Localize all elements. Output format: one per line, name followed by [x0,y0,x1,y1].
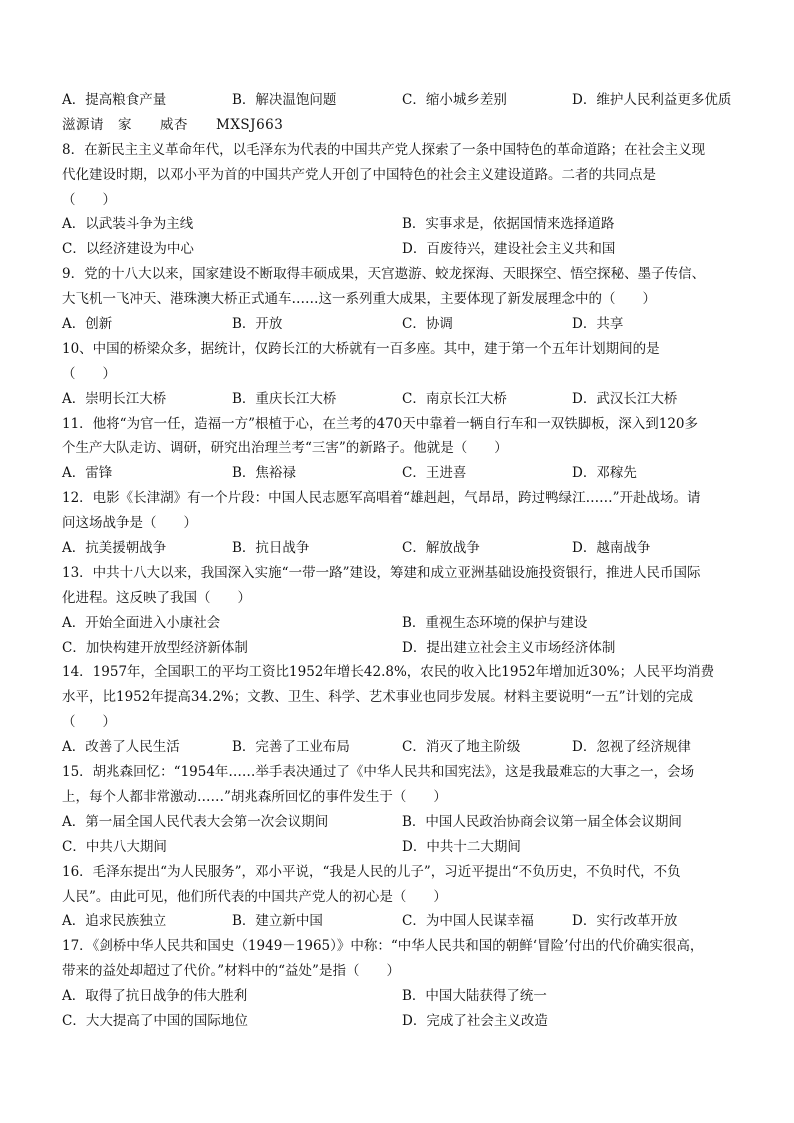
question-stem: 13．中共十八大以来，我国深入实施“一带一路”建设，筹建和成立亚洲基础设施投资银行，推进人民币国际 [62,564,701,581]
watermark-text: 滋源请 家 威杏 MXSJ663 [62,116,284,133]
question-stem: （ ） [62,365,116,382]
option-b: B．实事求是，依据国情来选择道路 [402,216,615,233]
option-c: C．大大提高了中国的国际地位 [62,1012,248,1029]
question-11 [62,412,742,487]
option-c: C．缩小城乡差别 [402,92,507,108]
option-a: A．抗美援朝战争 [62,540,167,557]
question-stem: 问这场战争是（ ） [62,515,197,532]
option-d: D．邓稼先 [572,465,637,482]
options-row [62,810,742,835]
option-c: C．中共八大期间 [62,838,167,855]
options-row [62,387,742,412]
q7-options [62,88,742,113]
option-d: D．维护人民利益更多优质 [572,92,732,108]
question-stem: （ ） [62,714,116,731]
question-stem: 8．在新民主主义革命年代，以毛泽东为代表的中国共产党人探索了一条中国特色的革命道路；在社会主义现 [62,141,706,158]
option-b: B．建立新中国 [232,913,323,930]
option-a: A．追求民族独立 [62,913,167,930]
option-b: B．完善了工业布局 [232,739,350,756]
option-d: D．百废待兴，建设社会主义共和国 [402,241,616,258]
option-d: D．实行改革开放 [572,913,678,930]
option-b: B．解决温饱问题 [232,92,337,108]
option-d: D．共享 [572,316,624,333]
question-8 [62,138,742,262]
option-c: C．王进喜 [402,465,467,482]
question-stem: 15．胡兆森回忆：“1954年……举手表决通过了《中华人民共和国宪法》，这是我最难忘的大事之一，会场 [62,764,695,781]
options-row [62,536,742,561]
option-a: A．开始全面进入小康社会 [62,614,221,631]
question-stem: 代化建设时期，以邓小平为首的中国共产党人开创了中国特色的社会主义建设道路。二者的共同点是 [62,166,656,183]
question-stem: 人民”。由此可见，他们所代表的中国共产党人的初心是（ ） [62,888,447,905]
question-16 [62,860,742,935]
options-row [62,835,742,860]
question-stem: 14．1957年，全国职工的平均工资比1952年增长42.8%，农民的收入比1952年增加近30%；人民平均消费 [62,664,715,681]
option-d: D．武汉长江大桥 [572,390,678,407]
option-b: B．中国人民政治协商会议第一届全体会议期间 [402,813,682,830]
options-row [62,312,742,337]
question-14 [62,660,742,760]
question-stem: 12．电影《长津湖》有一个片段：中国人民志愿军高唱着“雄赳赳，气昂昂，跨过鸭绿江……”开赴战场。请 [62,490,701,507]
option-b: B．抗日战争 [232,540,310,557]
option-b: B．开放 [232,316,283,333]
question-12 [62,486,742,561]
option-b: B．焦裕禄 [232,465,296,482]
question-13 [62,561,742,661]
option-b: B．重庆长江大桥 [232,390,337,407]
options-row [62,735,742,760]
option-c: C．消灭了地主阶级 [402,739,521,756]
option-d: D．忽视了经济规律 [572,739,691,756]
option-a: A．第一届全国人民代表大会第一次会议期间 [62,813,329,830]
option-d: D．越南战争 [572,540,651,557]
question-stem: 水平，比1952年提高34.2%；文教、卫生、科学、艺术事业也同步发展。材料主要说明“一五”计划的完成 [62,689,694,706]
option-c: C．南京长江大桥 [402,390,507,407]
option-c: C．为中国人民谋幸福 [402,913,534,930]
option-c: C．协调 [402,316,453,333]
options-row [62,984,742,1009]
question-9 [62,262,742,337]
option-c: C．加快构建开放型经济新体制 [62,639,248,656]
option-a: A．崇明长江大桥 [62,390,167,407]
options-row [62,909,742,934]
option-c: C．以经济建设为中心 [62,241,194,258]
question-10 [62,337,742,412]
option-a: A．改善了人民生活 [62,739,180,756]
question-stem: 大飞机一飞冲天、港珠澳大桥正式通车……这一系列重大成果，主要体现了新发展理念中的（ ） [62,291,656,308]
question-stem: （ ） [62,191,116,208]
options-row [62,237,742,262]
question-stem: 17．《剑桥中华人民共和国史（1949－1965）》中称：“中华人民共和国的朝鲜‘冒险’付出的代价确实很高， [62,938,704,955]
option-b: B．重视生态环境的保护与建设 [402,614,588,631]
question-stem: 上，每个人都非常激动……”胡兆森所回忆的事件发生于（ ） [62,788,447,805]
option-c: C．解放战争 [402,540,480,557]
question-stem: 带来的益处却超过了代价。”材料中的“益处”是指（ ） [62,963,400,980]
question-stem: 个生产大队走访、调研，研究出治理兰考“三害”的新路子。他就是（ ） [62,440,508,457]
option-a: A．创新 [62,316,113,333]
option-d: D．提出建立社会主义市场经济体制 [402,639,616,656]
question-stem: 9．党的十八大以来，国家建设不断取得丰硕成果，天宫遨游、蛟龙探海、天眼探空、悟空探秘、墨子传信、 [62,266,706,283]
option-d: D．完成了社会主义改造 [402,1012,548,1029]
option-a: A．取得了抗日战争的伟大胜利 [62,988,248,1005]
question-stem: 11．他将“为官一任，造福一方”根植于心，在兰考的470天中靠着一辆自行车和一双铁脚板，深入到120多 [62,415,699,432]
option-a: A．提高粮食产量 [62,92,167,108]
question-stem: 16．毛泽东提出“为人民服务”，邓小平说，“我是人民的儿子”，习近平提出“不负历史，不负时代，不负 [62,863,681,880]
question-stem: 化进程。这反映了我国（ ） [62,589,251,606]
question-15 [62,760,742,860]
options-row [62,1009,742,1034]
options-row [62,636,742,661]
option-a: A．雷锋 [62,465,113,482]
options-row [62,461,742,486]
exam-page [62,88,742,1034]
question-17 [62,934,742,1034]
option-d: D．中共十二大期间 [402,838,521,855]
options-row [62,212,742,237]
options-row [62,611,742,636]
option-b: B．中国大陆获得了统一 [402,988,547,1005]
option-a: A．以武装斗争为主线 [62,216,194,233]
question-stem: 10、中国的桥梁众多，据统计，仅跨长江的大桥就有一百多座。其中，建于第一个五年计划期间的是 [62,340,660,357]
